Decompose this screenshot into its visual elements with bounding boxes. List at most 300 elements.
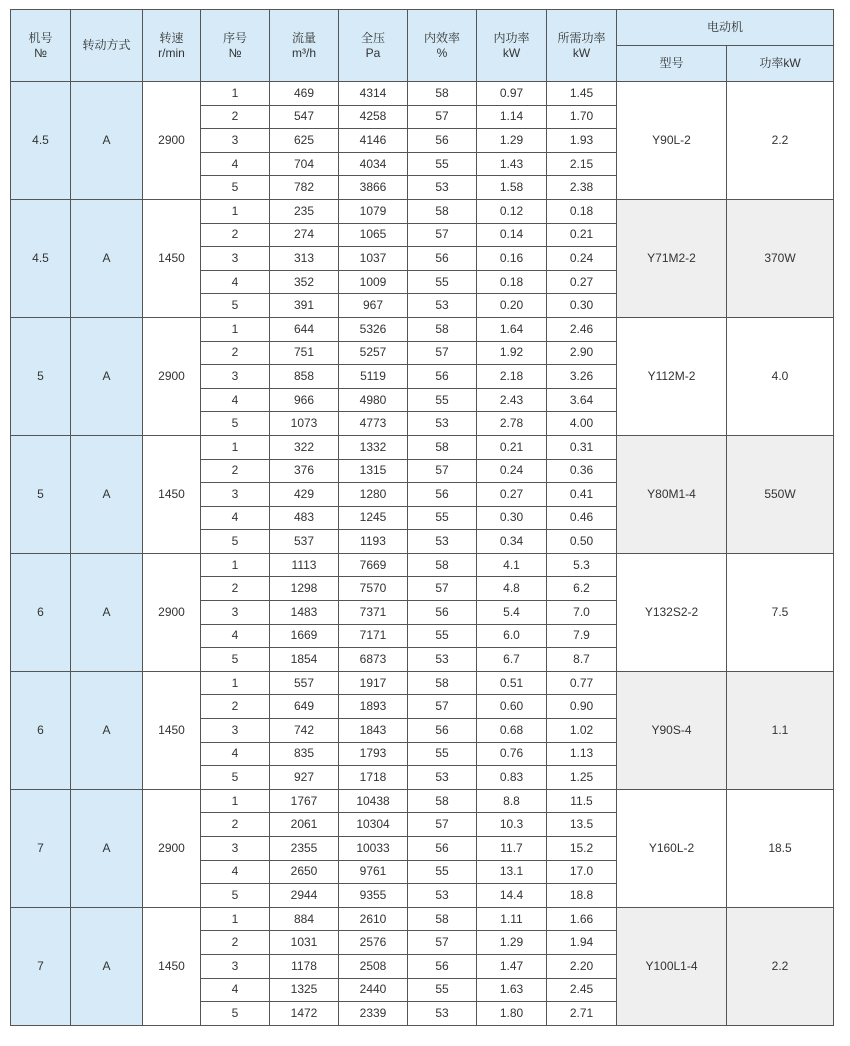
efficiency-cell: 57	[408, 931, 477, 955]
pressure-cell: 1315	[339, 459, 408, 483]
internal-power-cell: 0.16	[477, 247, 547, 271]
efficiency-cell: 57	[408, 341, 477, 365]
pressure-cell: 10033	[339, 837, 408, 861]
seq-cell: 3	[201, 247, 270, 271]
motor-power-cell: 7.5	[727, 553, 834, 671]
seq-cell: 5	[201, 766, 270, 790]
required-power-cell: 2.71	[547, 1002, 617, 1026]
speed-cell: 2900	[143, 82, 201, 200]
pressure-cell: 1009	[339, 270, 408, 294]
efficiency-cell: 53	[408, 884, 477, 908]
internal-power-cell: 0.83	[477, 766, 547, 790]
pressure-cell: 10438	[339, 789, 408, 813]
required-power-cell: 7.0	[547, 601, 617, 625]
efficiency-cell: 53	[408, 1002, 477, 1026]
internal-power-cell: 1.63	[477, 978, 547, 1002]
pressure-cell: 1917	[339, 671, 408, 695]
internal-power-cell: 1.14	[477, 105, 547, 129]
internal-power-cell: 1.43	[477, 152, 547, 176]
header-machine-no: 机号 №	[11, 10, 71, 82]
efficiency-cell: 57	[408, 695, 477, 719]
flow-cell: 927	[270, 766, 339, 790]
seq-cell: 2	[201, 223, 270, 247]
header-seq: 序号 №	[201, 10, 270, 82]
efficiency-cell: 58	[408, 82, 477, 106]
efficiency-cell: 57	[408, 577, 477, 601]
required-power-cell: 0.24	[547, 247, 617, 271]
seq-cell: 4	[201, 388, 270, 412]
required-power-cell: 0.27	[547, 270, 617, 294]
motor-model-cell: Y80M1-4	[617, 435, 727, 553]
seq-cell: 4	[201, 624, 270, 648]
drive-mode-cell: A	[71, 789, 143, 907]
flow-cell: 1113	[270, 553, 339, 577]
pressure-cell: 4314	[339, 82, 408, 106]
pressure-cell: 1245	[339, 506, 408, 530]
efficiency-cell: 57	[408, 459, 477, 483]
speed-cell: 2900	[143, 317, 201, 435]
drive-mode-cell: A	[71, 435, 143, 553]
efficiency-cell: 58	[408, 553, 477, 577]
flow-cell: 782	[270, 176, 339, 200]
internal-power-cell: 4.1	[477, 553, 547, 577]
seq-cell: 5	[201, 530, 270, 554]
flow-cell: 2944	[270, 884, 339, 908]
pressure-cell: 4258	[339, 105, 408, 129]
flow-cell: 274	[270, 223, 339, 247]
motor-power-cell: 1.1	[727, 671, 834, 789]
internal-power-cell: 0.97	[477, 82, 547, 106]
motor-power-cell: 2.2	[727, 82, 834, 200]
pressure-cell: 7669	[339, 553, 408, 577]
required-power-cell: 3.64	[547, 388, 617, 412]
header-drive-mode: 转动方式	[71, 10, 143, 82]
seq-cell: 3	[201, 129, 270, 153]
motor-model-cell: Y112M-2	[617, 317, 727, 435]
required-power-cell: 0.46	[547, 506, 617, 530]
seq-cell: 4	[201, 152, 270, 176]
pressure-cell: 7570	[339, 577, 408, 601]
table-row	[11, 789, 834, 813]
required-power-cell: 1.25	[547, 766, 617, 790]
efficiency-cell: 53	[408, 412, 477, 436]
internal-power-cell: 0.60	[477, 695, 547, 719]
pressure-cell: 1718	[339, 766, 408, 790]
required-power-cell: 13.5	[547, 813, 617, 837]
seq-cell: 2	[201, 695, 270, 719]
efficiency-cell: 55	[408, 506, 477, 530]
table-row	[11, 553, 834, 577]
flow-cell: 751	[270, 341, 339, 365]
flow-cell: 884	[270, 907, 339, 931]
seq-cell: 5	[201, 884, 270, 908]
efficiency-cell: 55	[408, 152, 477, 176]
seq-cell: 5	[201, 1002, 270, 1026]
required-power-cell: 0.77	[547, 671, 617, 695]
seq-cell: 1	[201, 199, 270, 223]
header-pressure: 全压 Pa	[339, 10, 408, 82]
pressure-cell: 9355	[339, 884, 408, 908]
header-internal-power: 内功率 kW	[477, 10, 547, 82]
flow-cell: 1073	[270, 412, 339, 436]
efficiency-cell: 57	[408, 813, 477, 837]
internal-power-cell: 11.7	[477, 837, 547, 861]
required-power-cell: 8.7	[547, 648, 617, 672]
drive-mode-cell: A	[71, 199, 143, 317]
seq-cell: 4	[201, 978, 270, 1002]
motor-model-cell: Y71M2-2	[617, 199, 727, 317]
seq-cell: 5	[201, 648, 270, 672]
efficiency-cell: 56	[408, 601, 477, 625]
flow-cell: 1298	[270, 577, 339, 601]
seq-cell: 5	[201, 412, 270, 436]
internal-power-cell: 0.68	[477, 719, 547, 743]
required-power-cell: 7.9	[547, 624, 617, 648]
required-power-cell: 2.90	[547, 341, 617, 365]
flow-cell: 1178	[270, 954, 339, 978]
pressure-cell: 2508	[339, 954, 408, 978]
pressure-cell: 1065	[339, 223, 408, 247]
flow-cell: 483	[270, 506, 339, 530]
efficiency-cell: 53	[408, 766, 477, 790]
flow-cell: 469	[270, 82, 339, 106]
internal-power-cell: 0.21	[477, 435, 547, 459]
motor-model-cell: Y100L1-4	[617, 907, 727, 1025]
internal-power-cell: 0.34	[477, 530, 547, 554]
flow-cell: 537	[270, 530, 339, 554]
flow-cell: 2061	[270, 813, 339, 837]
pressure-cell: 1843	[339, 719, 408, 743]
flow-cell: 1854	[270, 648, 339, 672]
internal-power-cell: 1.58	[477, 176, 547, 200]
pressure-cell: 967	[339, 294, 408, 318]
header-row	[11, 10, 834, 46]
pressure-cell: 6873	[339, 648, 408, 672]
flow-cell: 1325	[270, 978, 339, 1002]
header-motor-model: 型号	[617, 46, 727, 82]
efficiency-cell: 56	[408, 837, 477, 861]
speed-cell: 1450	[143, 199, 201, 317]
machine-no-cell: 6	[11, 553, 71, 671]
internal-power-cell: 0.24	[477, 459, 547, 483]
pressure-cell: 7171	[339, 624, 408, 648]
internal-power-cell: 13.1	[477, 860, 547, 884]
efficiency-cell: 55	[408, 388, 477, 412]
required-power-cell: 2.38	[547, 176, 617, 200]
pressure-cell: 2576	[339, 931, 408, 955]
efficiency-cell: 55	[408, 742, 477, 766]
efficiency-cell: 58	[408, 671, 477, 695]
required-power-cell: 0.41	[547, 483, 617, 507]
pressure-cell: 5119	[339, 365, 408, 389]
drive-mode-cell: A	[71, 553, 143, 671]
internal-power-cell: 0.12	[477, 199, 547, 223]
seq-cell: 2	[201, 459, 270, 483]
table-row	[11, 82, 834, 106]
flow-cell: 649	[270, 695, 339, 719]
pressure-cell: 4034	[339, 152, 408, 176]
required-power-cell: 18.8	[547, 884, 617, 908]
seq-cell: 5	[201, 294, 270, 318]
pressure-cell: 1079	[339, 199, 408, 223]
pressure-cell: 9761	[339, 860, 408, 884]
flow-cell: 1031	[270, 931, 339, 955]
seq-cell: 1	[201, 317, 270, 341]
flow-cell: 644	[270, 317, 339, 341]
flow-cell: 1669	[270, 624, 339, 648]
flow-cell: 966	[270, 388, 339, 412]
pressure-cell: 1193	[339, 530, 408, 554]
seq-cell: 1	[201, 789, 270, 813]
header-speed: 转速 r/min	[143, 10, 201, 82]
flow-cell: 2650	[270, 860, 339, 884]
flow-cell: 1483	[270, 601, 339, 625]
machine-no-cell: 6	[11, 671, 71, 789]
required-power-cell: 0.30	[547, 294, 617, 318]
pressure-cell: 3866	[339, 176, 408, 200]
table-row	[11, 907, 834, 931]
seq-cell: 2	[201, 105, 270, 129]
required-power-cell: 2.46	[547, 317, 617, 341]
flow-cell: 742	[270, 719, 339, 743]
flow-cell: 391	[270, 294, 339, 318]
efficiency-cell: 55	[408, 978, 477, 1002]
internal-power-cell: 1.29	[477, 931, 547, 955]
pressure-cell: 2440	[339, 978, 408, 1002]
header-efficiency: 内效率 %	[408, 10, 477, 82]
flow-cell: 557	[270, 671, 339, 695]
header-required-power: 所需功率 kW	[547, 10, 617, 82]
motor-model-cell: Y90S-4	[617, 671, 727, 789]
efficiency-cell: 53	[408, 648, 477, 672]
internal-power-cell: 4.8	[477, 577, 547, 601]
seq-cell: 1	[201, 671, 270, 695]
seq-cell: 3	[201, 837, 270, 861]
seq-cell: 1	[201, 435, 270, 459]
internal-power-cell: 2.43	[477, 388, 547, 412]
required-power-cell: 1.66	[547, 907, 617, 931]
motor-model-cell: Y132S2-2	[617, 553, 727, 671]
efficiency-cell: 58	[408, 199, 477, 223]
internal-power-cell: 1.92	[477, 341, 547, 365]
internal-power-cell: 1.11	[477, 907, 547, 931]
motor-power-cell: 18.5	[727, 789, 834, 907]
machine-no-cell: 7	[11, 789, 71, 907]
required-power-cell: 4.00	[547, 412, 617, 436]
flow-cell: 835	[270, 742, 339, 766]
efficiency-cell: 53	[408, 176, 477, 200]
efficiency-cell: 56	[408, 129, 477, 153]
seq-cell: 4	[201, 860, 270, 884]
table-row	[11, 317, 834, 341]
header-motor: 电动机	[617, 10, 834, 46]
drive-mode-cell: A	[71, 907, 143, 1025]
flow-cell: 429	[270, 483, 339, 507]
seq-cell: 1	[201, 907, 270, 931]
required-power-cell: 2.20	[547, 954, 617, 978]
fan-spec-table	[10, 9, 834, 1026]
motor-model-cell: Y90L-2	[617, 82, 727, 200]
motor-model-cell: Y160L-2	[617, 789, 727, 907]
machine-no-cell: 7	[11, 907, 71, 1025]
pressure-cell: 5257	[339, 341, 408, 365]
flow-cell: 235	[270, 199, 339, 223]
efficiency-cell: 55	[408, 624, 477, 648]
flow-cell: 2355	[270, 837, 339, 861]
speed-cell: 1450	[143, 671, 201, 789]
pressure-cell: 1893	[339, 695, 408, 719]
table-row	[11, 199, 834, 223]
pressure-cell: 4146	[339, 129, 408, 153]
seq-cell: 3	[201, 365, 270, 389]
required-power-cell: 0.36	[547, 459, 617, 483]
seq-cell: 2	[201, 813, 270, 837]
required-power-cell: 2.45	[547, 978, 617, 1002]
efficiency-cell: 58	[408, 789, 477, 813]
internal-power-cell: 0.18	[477, 270, 547, 294]
flow-cell: 322	[270, 435, 339, 459]
flow-cell: 376	[270, 459, 339, 483]
efficiency-cell: 58	[408, 317, 477, 341]
table-row	[11, 671, 834, 695]
speed-cell: 2900	[143, 553, 201, 671]
pressure-cell: 1037	[339, 247, 408, 271]
internal-power-cell: 0.76	[477, 742, 547, 766]
internal-power-cell: 8.8	[477, 789, 547, 813]
efficiency-cell: 57	[408, 223, 477, 247]
flow-cell: 704	[270, 152, 339, 176]
internal-power-cell: 5.4	[477, 601, 547, 625]
seq-cell: 3	[201, 719, 270, 743]
machine-no-cell: 5	[11, 317, 71, 435]
speed-cell: 2900	[143, 789, 201, 907]
internal-power-cell: 0.20	[477, 294, 547, 318]
required-power-cell: 5.3	[547, 553, 617, 577]
speed-cell: 1450	[143, 435, 201, 553]
internal-power-cell: 6.7	[477, 648, 547, 672]
efficiency-cell: 56	[408, 365, 477, 389]
required-power-cell: 15.2	[547, 837, 617, 861]
seq-cell: 3	[201, 601, 270, 625]
flow-cell: 625	[270, 129, 339, 153]
required-power-cell: 3.26	[547, 365, 617, 389]
required-power-cell: 0.31	[547, 435, 617, 459]
required-power-cell: 1.70	[547, 105, 617, 129]
internal-power-cell: 1.80	[477, 1002, 547, 1026]
efficiency-cell: 58	[408, 435, 477, 459]
seq-cell: 4	[201, 742, 270, 766]
pressure-cell: 4773	[339, 412, 408, 436]
header-flow: 流量 m³/h	[270, 10, 339, 82]
flow-cell: 858	[270, 365, 339, 389]
internal-power-cell: 0.14	[477, 223, 547, 247]
seq-cell: 2	[201, 341, 270, 365]
pressure-cell: 7371	[339, 601, 408, 625]
flow-cell: 547	[270, 105, 339, 129]
efficiency-cell: 56	[408, 719, 477, 743]
internal-power-cell: 10.3	[477, 813, 547, 837]
pressure-cell: 2339	[339, 1002, 408, 1026]
machine-no-cell: 5	[11, 435, 71, 553]
efficiency-cell: 56	[408, 483, 477, 507]
motor-power-cell: 2.2	[727, 907, 834, 1025]
flow-cell: 1472	[270, 1002, 339, 1026]
efficiency-cell: 53	[408, 294, 477, 318]
efficiency-cell: 58	[408, 907, 477, 931]
seq-cell: 3	[201, 954, 270, 978]
seq-cell: 1	[201, 82, 270, 106]
required-power-cell: 0.21	[547, 223, 617, 247]
header-motor-power: 功率kW	[727, 46, 834, 82]
motor-power-cell: 4.0	[727, 317, 834, 435]
required-power-cell: 1.94	[547, 931, 617, 955]
efficiency-cell: 55	[408, 270, 477, 294]
required-power-cell: 2.15	[547, 152, 617, 176]
seq-cell: 4	[201, 506, 270, 530]
pressure-cell: 2610	[339, 907, 408, 931]
drive-mode-cell: A	[71, 317, 143, 435]
internal-power-cell: 0.51	[477, 671, 547, 695]
machine-no-cell: 4.5	[11, 199, 71, 317]
required-power-cell: 11.5	[547, 789, 617, 813]
flow-cell: 313	[270, 247, 339, 271]
efficiency-cell: 55	[408, 860, 477, 884]
pressure-cell: 10304	[339, 813, 408, 837]
pressure-cell: 1280	[339, 483, 408, 507]
required-power-cell: 17.0	[547, 860, 617, 884]
seq-cell: 2	[201, 931, 270, 955]
internal-power-cell: 1.64	[477, 317, 547, 341]
seq-cell: 1	[201, 553, 270, 577]
seq-cell: 4	[201, 270, 270, 294]
efficiency-cell: 57	[408, 105, 477, 129]
pressure-cell: 5326	[339, 317, 408, 341]
required-power-cell: 1.45	[547, 82, 617, 106]
table-body	[11, 82, 834, 1026]
flow-cell: 1767	[270, 789, 339, 813]
efficiency-cell: 53	[408, 530, 477, 554]
internal-power-cell: 1.29	[477, 129, 547, 153]
pressure-cell: 1793	[339, 742, 408, 766]
required-power-cell: 1.93	[547, 129, 617, 153]
internal-power-cell: 1.47	[477, 954, 547, 978]
machine-no-cell: 4.5	[11, 82, 71, 200]
motor-power-cell: 550W	[727, 435, 834, 553]
required-power-cell: 1.13	[547, 742, 617, 766]
efficiency-cell: 56	[408, 954, 477, 978]
drive-mode-cell: A	[71, 82, 143, 200]
required-power-cell: 1.02	[547, 719, 617, 743]
motor-power-cell: 370W	[727, 199, 834, 317]
internal-power-cell: 0.30	[477, 506, 547, 530]
internal-power-cell: 2.18	[477, 365, 547, 389]
internal-power-cell: 14.4	[477, 884, 547, 908]
seq-cell: 3	[201, 483, 270, 507]
required-power-cell: 6.2	[547, 577, 617, 601]
pressure-cell: 4980	[339, 388, 408, 412]
efficiency-cell: 56	[408, 247, 477, 271]
seq-cell: 5	[201, 176, 270, 200]
required-power-cell: 0.90	[547, 695, 617, 719]
internal-power-cell: 6.0	[477, 624, 547, 648]
internal-power-cell: 2.78	[477, 412, 547, 436]
required-power-cell: 0.50	[547, 530, 617, 554]
table-row	[11, 435, 834, 459]
internal-power-cell: 0.27	[477, 483, 547, 507]
drive-mode-cell: A	[71, 671, 143, 789]
seq-cell: 2	[201, 577, 270, 601]
flow-cell: 352	[270, 270, 339, 294]
